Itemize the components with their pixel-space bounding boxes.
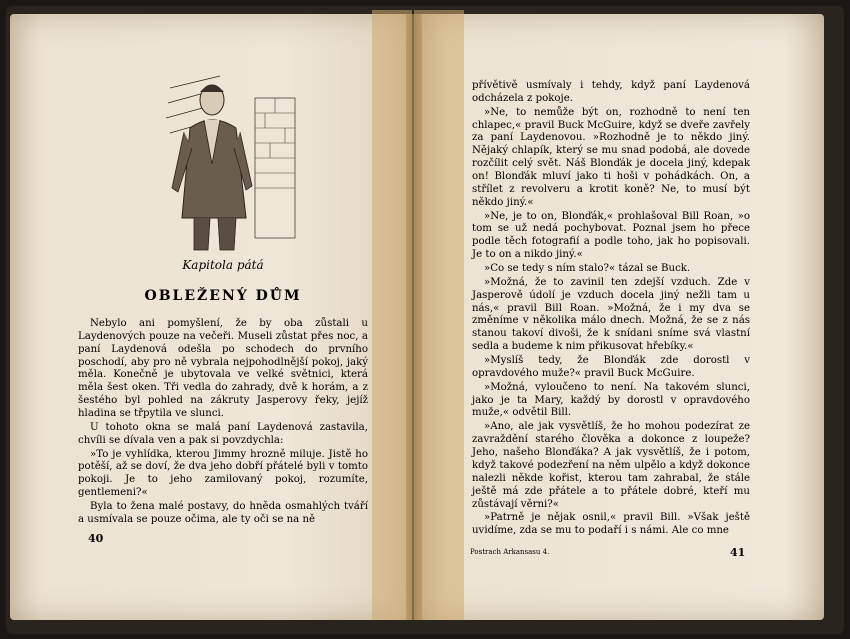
- paragraph: »Patrně je nějak osnil,« pravil Bill. »Však ještě uvidíme, zda se mu to podaří i s námi. Ale co mne: [472, 512, 750, 537]
- page-number-left: 40: [88, 532, 104, 545]
- right-page-text: [472, 80, 750, 539]
- paragraph: »Ne, to nemůže být on, rozhodně to není ten chlapec,« pravil Buck McGuire, když se dveře zavřely za paní Laydenovou. »Rozhodně je to někdo jiný. Nějaký chlapík, který se mu snad podobá, ale dovede rozčílit celý svět. Náš Blonďák je docela jiný, kdepak on! Blonďák mluví jako ti hoši v pohádkách. On, a střílet z revolveru a krotit koně? Ne, to musí být někdo jiný.«: [472, 106, 750, 208]
- tape-strip: [414, 10, 464, 620]
- paragraph: »Ne, je to on, Blonďák,« prohlašoval Bill Roan, »o tom se už nedá pochybovat. Poznal jsem ho přece podle těch fotografií a podle toho, jak ho popisovali. Je to on a nikdo jiný.«: [472, 210, 750, 261]
- paragraph: »To je vyhlídka, kterou Jimmy hrozně miluje. Jistě ho potěší, až se doví, že dva jeho dobří přátelé byli v tomto pokoji. Je to jeho zamilovaný pokoj, rozumíte, gentlemeni?«: [78, 448, 368, 499]
- paragraph: U tohoto okna se malá paní Laydenová zastavila, chvíli se dívala ven a pak si povzdychla:: [78, 421, 368, 446]
- tape-strip: [372, 10, 412, 620]
- paragraph: »Myslíš tedy, že Blonďák zde dorostl v opravdového muže?« pravil Buck McGuire.: [472, 355, 750, 379]
- paragraph: přívětivě usmívaly i tehdy, když paní Laydenová odcházela z pokoje.: [472, 80, 750, 104]
- paragraph: »Možná, vyloučeno to není. Na takovém slunci, jako je ta Mary, každý by dorostl v opravdového muže,« odvětil Bill.: [472, 381, 750, 419]
- paragraph: Nebylo ani pomyšlení, že by oba zůstali u Laydenových pouze na večeři. Museli zůstat přes noc, a paní Laydenová odešla po schodech do prvního poschodí, aby pro ně vybrala nejpohodlnější pokoj, jaký měla. Konečně je ubytovala ve velké světnici, která měla šest oken. Tři vedla do zahrady, dvě k horám, a z šestého byl pohled na zákruty Jasperovy řeky, jejíž hladina se třpytila ve slunci.: [78, 318, 368, 420]
- paragraph: »Možná, že to zavinil ten zdejší vzduch. Zde v Jasperově údolí je vzduch docela jiný nežli tam u nás,« pravil Bill Roan. »Možná, že i my dva se změníme v několika málo dnech. Možná, že se z nás stanou takoví divoši, že k snídani sníme svá vlastní sedla a budeme k nim přikusovat hřebíky.«: [472, 276, 750, 353]
- page-number-right: 41: [730, 546, 746, 559]
- footer-note: Postrach Arkansasu 4.: [470, 548, 550, 556]
- paragraph: »Co se tedy s ním stalo?« tázal se Buck.: [484, 263, 691, 275]
- chapter-label: Kapitola pátá: [182, 258, 264, 272]
- paragraph: Byla to žena malé postavy, do hněda osmahlých tváří a usmívala se pouze očima, ale ty oči se na ně: [78, 501, 368, 525]
- chapter-title: OBLEŽENÝ DŮM: [144, 288, 302, 304]
- paragraph: »Ano, ale jak vysvětlíš, že ho mohou podezírat ze zavraždění starého člověka a dokonce z loupeže? Jeho, našeho Blonďáka? A jak vysvětlíš, že i potom, když takové podezření na něm ulpělo a když dokonce nalezli někde kořist, kterou tam zahrabal, že stále ještě má zde přátele a to přátele dobré, kteří mu zůstávají věrni?«: [472, 421, 750, 510]
- chapter-illustration: [160, 68, 300, 254]
- left-page-text: [78, 318, 368, 528]
